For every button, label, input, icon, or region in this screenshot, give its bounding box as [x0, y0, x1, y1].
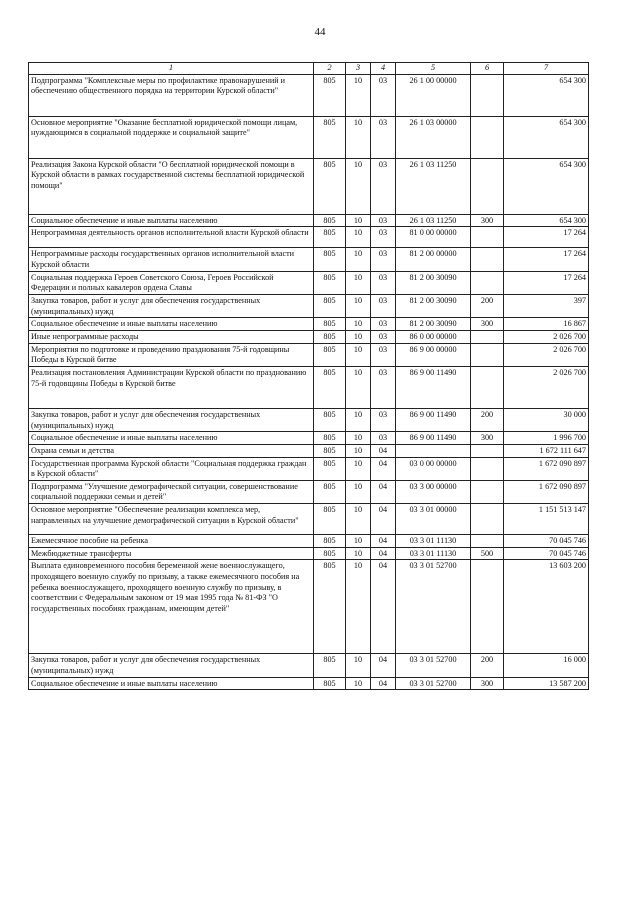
row-vr	[471, 535, 504, 548]
table-row	[29, 504, 589, 535]
row-gr: 805	[314, 214, 346, 227]
row-vr	[471, 227, 504, 248]
row-rz: 10	[346, 547, 371, 560]
row-gr: 805	[314, 227, 346, 248]
row-vr	[471, 560, 504, 654]
row-sum: 16 867	[504, 318, 589, 331]
row-sum: 13 587 200	[504, 677, 589, 690]
row-rz: 10	[346, 158, 371, 214]
row-name: Государственная программа Курской области "Социальная поддержка граждан в Курской области"	[29, 457, 314, 480]
row-pr: 03	[371, 343, 396, 366]
row-pr: 03	[371, 294, 396, 317]
row-gr: 805	[314, 116, 346, 158]
row-sum: 397	[504, 294, 589, 317]
row-sum: 1 996 700	[504, 432, 589, 445]
row-rz: 10	[346, 535, 371, 548]
table-row	[29, 654, 589, 677]
row-sum: 16 000	[504, 654, 589, 677]
row-csr: 03 0 00 00000	[396, 457, 471, 480]
page-number: 44	[314, 26, 326, 38]
row-name: Охрана семьи и детства	[29, 444, 314, 457]
row-rz: 10	[346, 294, 371, 317]
row-name: Социальное обеспечение и иные выплаты населению	[29, 214, 314, 227]
row-csr: 86 9 00 11490	[396, 408, 471, 431]
row-name: Социальное обеспечение и иные выплаты населению	[29, 432, 314, 445]
row-pr: 04	[371, 504, 396, 535]
row-gr: 805	[314, 74, 346, 116]
row-pr: 04	[371, 677, 396, 690]
row-gr: 805	[314, 654, 346, 677]
table-header-row	[29, 63, 589, 75]
row-vr	[471, 366, 504, 408]
row-gr: 805	[314, 271, 346, 294]
row-csr: 03 3 00 00000	[396, 480, 471, 503]
row-vr	[471, 444, 504, 457]
row-csr: 81 2 00 30090	[396, 271, 471, 294]
row-sum: 70 045 746	[504, 535, 589, 548]
row-sum: 17 264	[504, 271, 589, 294]
row-pr: 03	[371, 408, 396, 431]
row-sum: 654 300	[504, 158, 589, 214]
budget-table	[28, 62, 589, 690]
row-gr: 805	[314, 504, 346, 535]
header-col-5: 5	[396, 63, 471, 75]
row-name: Основное мероприятие "Обеспечение реализации комплекса мер, направленных на улучшение демографической ситуации в Курской области"	[29, 504, 314, 535]
row-rz: 10	[346, 457, 371, 480]
row-rz: 10	[346, 480, 371, 503]
row-vr	[471, 343, 504, 366]
table-row	[29, 318, 589, 331]
budget-table-body	[29, 63, 589, 690]
row-gr: 805	[314, 547, 346, 560]
row-vr: 200	[471, 294, 504, 317]
row-pr: 04	[371, 444, 396, 457]
row-pr: 04	[371, 457, 396, 480]
row-gr: 805	[314, 158, 346, 214]
row-vr	[471, 248, 504, 271]
table-row	[29, 366, 589, 408]
row-rz: 10	[346, 343, 371, 366]
row-csr: 86 9 00 00000	[396, 343, 471, 366]
row-vr: 500	[471, 547, 504, 560]
row-gr: 805	[314, 294, 346, 317]
row-gr: 805	[314, 318, 346, 331]
row-rz: 10	[346, 432, 371, 445]
table-row	[29, 74, 589, 116]
row-csr: 03 3 01 52700	[396, 560, 471, 654]
row-sum: 17 264	[504, 248, 589, 271]
row-pr: 03	[371, 248, 396, 271]
row-gr: 805	[314, 560, 346, 654]
row-rz: 10	[346, 74, 371, 116]
row-gr: 805	[314, 330, 346, 343]
row-csr: 03 3 01 11130	[396, 547, 471, 560]
row-csr: 86 0 00 00000	[396, 330, 471, 343]
row-vr	[471, 116, 504, 158]
row-pr: 04	[371, 535, 396, 548]
row-gr: 805	[314, 343, 346, 366]
row-pr: 03	[371, 116, 396, 158]
row-sum: 2 026 700	[504, 343, 589, 366]
row-csr: 03 3 01 00000	[396, 504, 471, 535]
row-pr: 04	[371, 654, 396, 677]
header-col-2: 2	[314, 63, 346, 75]
row-rz: 10	[346, 116, 371, 158]
header-col-7: 7	[504, 63, 589, 75]
row-csr: 26 1 03 11250	[396, 158, 471, 214]
row-pr: 03	[371, 432, 396, 445]
row-name: Закупка товаров, работ и услуг для обеспечения государственных (муниципальных) нужд	[29, 294, 314, 317]
row-rz: 10	[346, 227, 371, 248]
row-name: Социальное обеспечение и иные выплаты населению	[29, 677, 314, 690]
row-vr: 300	[471, 214, 504, 227]
row-gr: 805	[314, 444, 346, 457]
row-rz: 10	[346, 271, 371, 294]
row-name: Иные непрограммные расходы	[29, 330, 314, 343]
row-rz: 10	[346, 214, 371, 227]
row-csr: 26 1 03 00000	[396, 116, 471, 158]
row-rz: 10	[346, 677, 371, 690]
row-pr: 04	[371, 560, 396, 654]
row-pr: 04	[371, 547, 396, 560]
row-sum: 1 672 090 897	[504, 457, 589, 480]
row-csr: 81 2 00 30090	[396, 294, 471, 317]
row-rz: 10	[346, 248, 371, 271]
row-csr: 03 3 01 52700	[396, 654, 471, 677]
table-row	[29, 330, 589, 343]
row-sum: 13 603 200	[504, 560, 589, 654]
header-col-6: 6	[471, 63, 504, 75]
row-csr: 81 2 00 00000	[396, 248, 471, 271]
table-row	[29, 294, 589, 317]
table-row	[29, 547, 589, 560]
row-sum: 70 045 746	[504, 547, 589, 560]
row-name: Закупка товаров, работ и услуг для обеспечения государственных (муниципальных) нужд	[29, 408, 314, 431]
row-csr	[396, 444, 471, 457]
row-csr: 81 2 00 30090	[396, 318, 471, 331]
row-name: Реализация Закона Курской области "О бесплатной юридической помощи в Курской области в рамках государственной системы бесплатной юридической помощи"	[29, 158, 314, 214]
row-gr: 805	[314, 480, 346, 503]
row-pr: 03	[371, 318, 396, 331]
row-gr: 805	[314, 535, 346, 548]
row-name: Основное мероприятие "Оказание бесплатной юридической помощи лицам, нуждающимся в социальной поддержке и социальной защите"	[29, 116, 314, 158]
row-sum: 654 300	[504, 214, 589, 227]
row-sum: 2 026 700	[504, 330, 589, 343]
row-name: Мероприятия по подготовке и проведению празднования 75-й годовщины Победы в Курской битве	[29, 343, 314, 366]
row-vr: 300	[471, 318, 504, 331]
row-csr: 86 9 00 11490	[396, 366, 471, 408]
row-sum: 2 026 700	[504, 366, 589, 408]
table-row	[29, 116, 589, 158]
table-row	[29, 227, 589, 248]
row-csr: 03 3 01 11130	[396, 535, 471, 548]
row-vr: 300	[471, 432, 504, 445]
row-sum: 1 151 513 147	[504, 504, 589, 535]
row-pr: 03	[371, 366, 396, 408]
row-rz: 10	[346, 560, 371, 654]
row-sum: 654 300	[504, 74, 589, 116]
table-row	[29, 535, 589, 548]
row-name: Реализация постановления Администрации Курской области по празднованию 75-й годовщины Победы в Курской битве	[29, 366, 314, 408]
row-vr	[471, 504, 504, 535]
row-vr: 200	[471, 654, 504, 677]
table-row	[29, 457, 589, 480]
table-row	[29, 444, 589, 457]
row-name: Непрограммные расходы государственных органов исполнительной власти Курской области	[29, 248, 314, 271]
table-row	[29, 248, 589, 271]
row-gr: 805	[314, 457, 346, 480]
row-name: Социальная поддержка Героев Советского Союза, Героев Российской Федерации и полных кавалеров ордена Славы	[29, 271, 314, 294]
row-name: Закупка товаров, работ и услуг для обеспечения государственных (муниципальных) нужд	[29, 654, 314, 677]
row-rz: 10	[346, 318, 371, 331]
table-row	[29, 560, 589, 654]
row-name: Подпрограмма "Улучшение демографической ситуации, совершенствование социальной поддержки семьи и детей"	[29, 480, 314, 503]
table-row	[29, 408, 589, 431]
row-vr	[471, 74, 504, 116]
row-csr: 03 3 01 52700	[396, 677, 471, 690]
row-vr	[471, 480, 504, 503]
table-row	[29, 432, 589, 445]
row-rz: 10	[346, 366, 371, 408]
header-col-1: 1	[29, 63, 314, 75]
row-gr: 805	[314, 677, 346, 690]
row-rz: 10	[346, 504, 371, 535]
row-vr	[471, 158, 504, 214]
row-sum: 17 264	[504, 227, 589, 248]
table-row	[29, 214, 589, 227]
row-gr: 805	[314, 248, 346, 271]
row-sum: 1 672 090 897	[504, 480, 589, 503]
row-sum: 1 672 111 647	[504, 444, 589, 457]
row-gr: 805	[314, 432, 346, 445]
row-name: Межбюджетные трансферты	[29, 547, 314, 560]
row-csr: 81 0 00 00000	[396, 227, 471, 248]
table-row	[29, 480, 589, 503]
row-csr: 86 9 00 11490	[396, 432, 471, 445]
row-gr: 805	[314, 408, 346, 431]
row-gr: 805	[314, 366, 346, 408]
row-csr: 26 1 00 00000	[396, 74, 471, 116]
row-pr: 03	[371, 158, 396, 214]
header-col-3: 3	[346, 63, 371, 75]
row-sum: 654 300	[504, 116, 589, 158]
row-rz: 10	[346, 654, 371, 677]
header-col-4: 4	[371, 63, 396, 75]
row-pr: 03	[371, 227, 396, 248]
row-pr: 03	[371, 214, 396, 227]
row-vr	[471, 271, 504, 294]
row-vr	[471, 330, 504, 343]
row-name: Непрограммная деятельность органов исполнительной власти Курской области	[29, 227, 314, 248]
row-pr: 03	[371, 330, 396, 343]
row-pr: 04	[371, 480, 396, 503]
row-vr	[471, 457, 504, 480]
row-pr: 03	[371, 271, 396, 294]
row-pr: 03	[371, 74, 396, 116]
row-vr: 200	[471, 408, 504, 431]
row-csr: 26 1 03 11250	[396, 214, 471, 227]
table-row	[29, 343, 589, 366]
table-row	[29, 158, 589, 214]
table-row	[29, 271, 589, 294]
row-sum: 30 000	[504, 408, 589, 431]
row-name: Подпрограмма "Комплексные меры по профилактике правонарушений и обеспечению общественного порядка на территории Курской области"	[29, 74, 314, 116]
row-rz: 10	[346, 408, 371, 431]
row-name: Выплата единовременного пособия беременной жене военнослужащего, проходящего военную службу по призыву, а также ежемесячного пособия на ребенка военнослужащего, проходящего военную службу по призыву, в соответствии с Федеральным законом от 19 мая 1995 года № 81-ФЗ "О государственных пособиях гражданам, имеющим детей"	[29, 560, 314, 654]
table-row	[29, 677, 589, 690]
row-vr: 300	[471, 677, 504, 690]
row-rz: 10	[346, 330, 371, 343]
row-name: Ежемесячное пособие на ребенка	[29, 535, 314, 548]
row-rz: 10	[346, 444, 371, 457]
row-name: Социальное обеспечение и иные выплаты населению	[29, 318, 314, 331]
